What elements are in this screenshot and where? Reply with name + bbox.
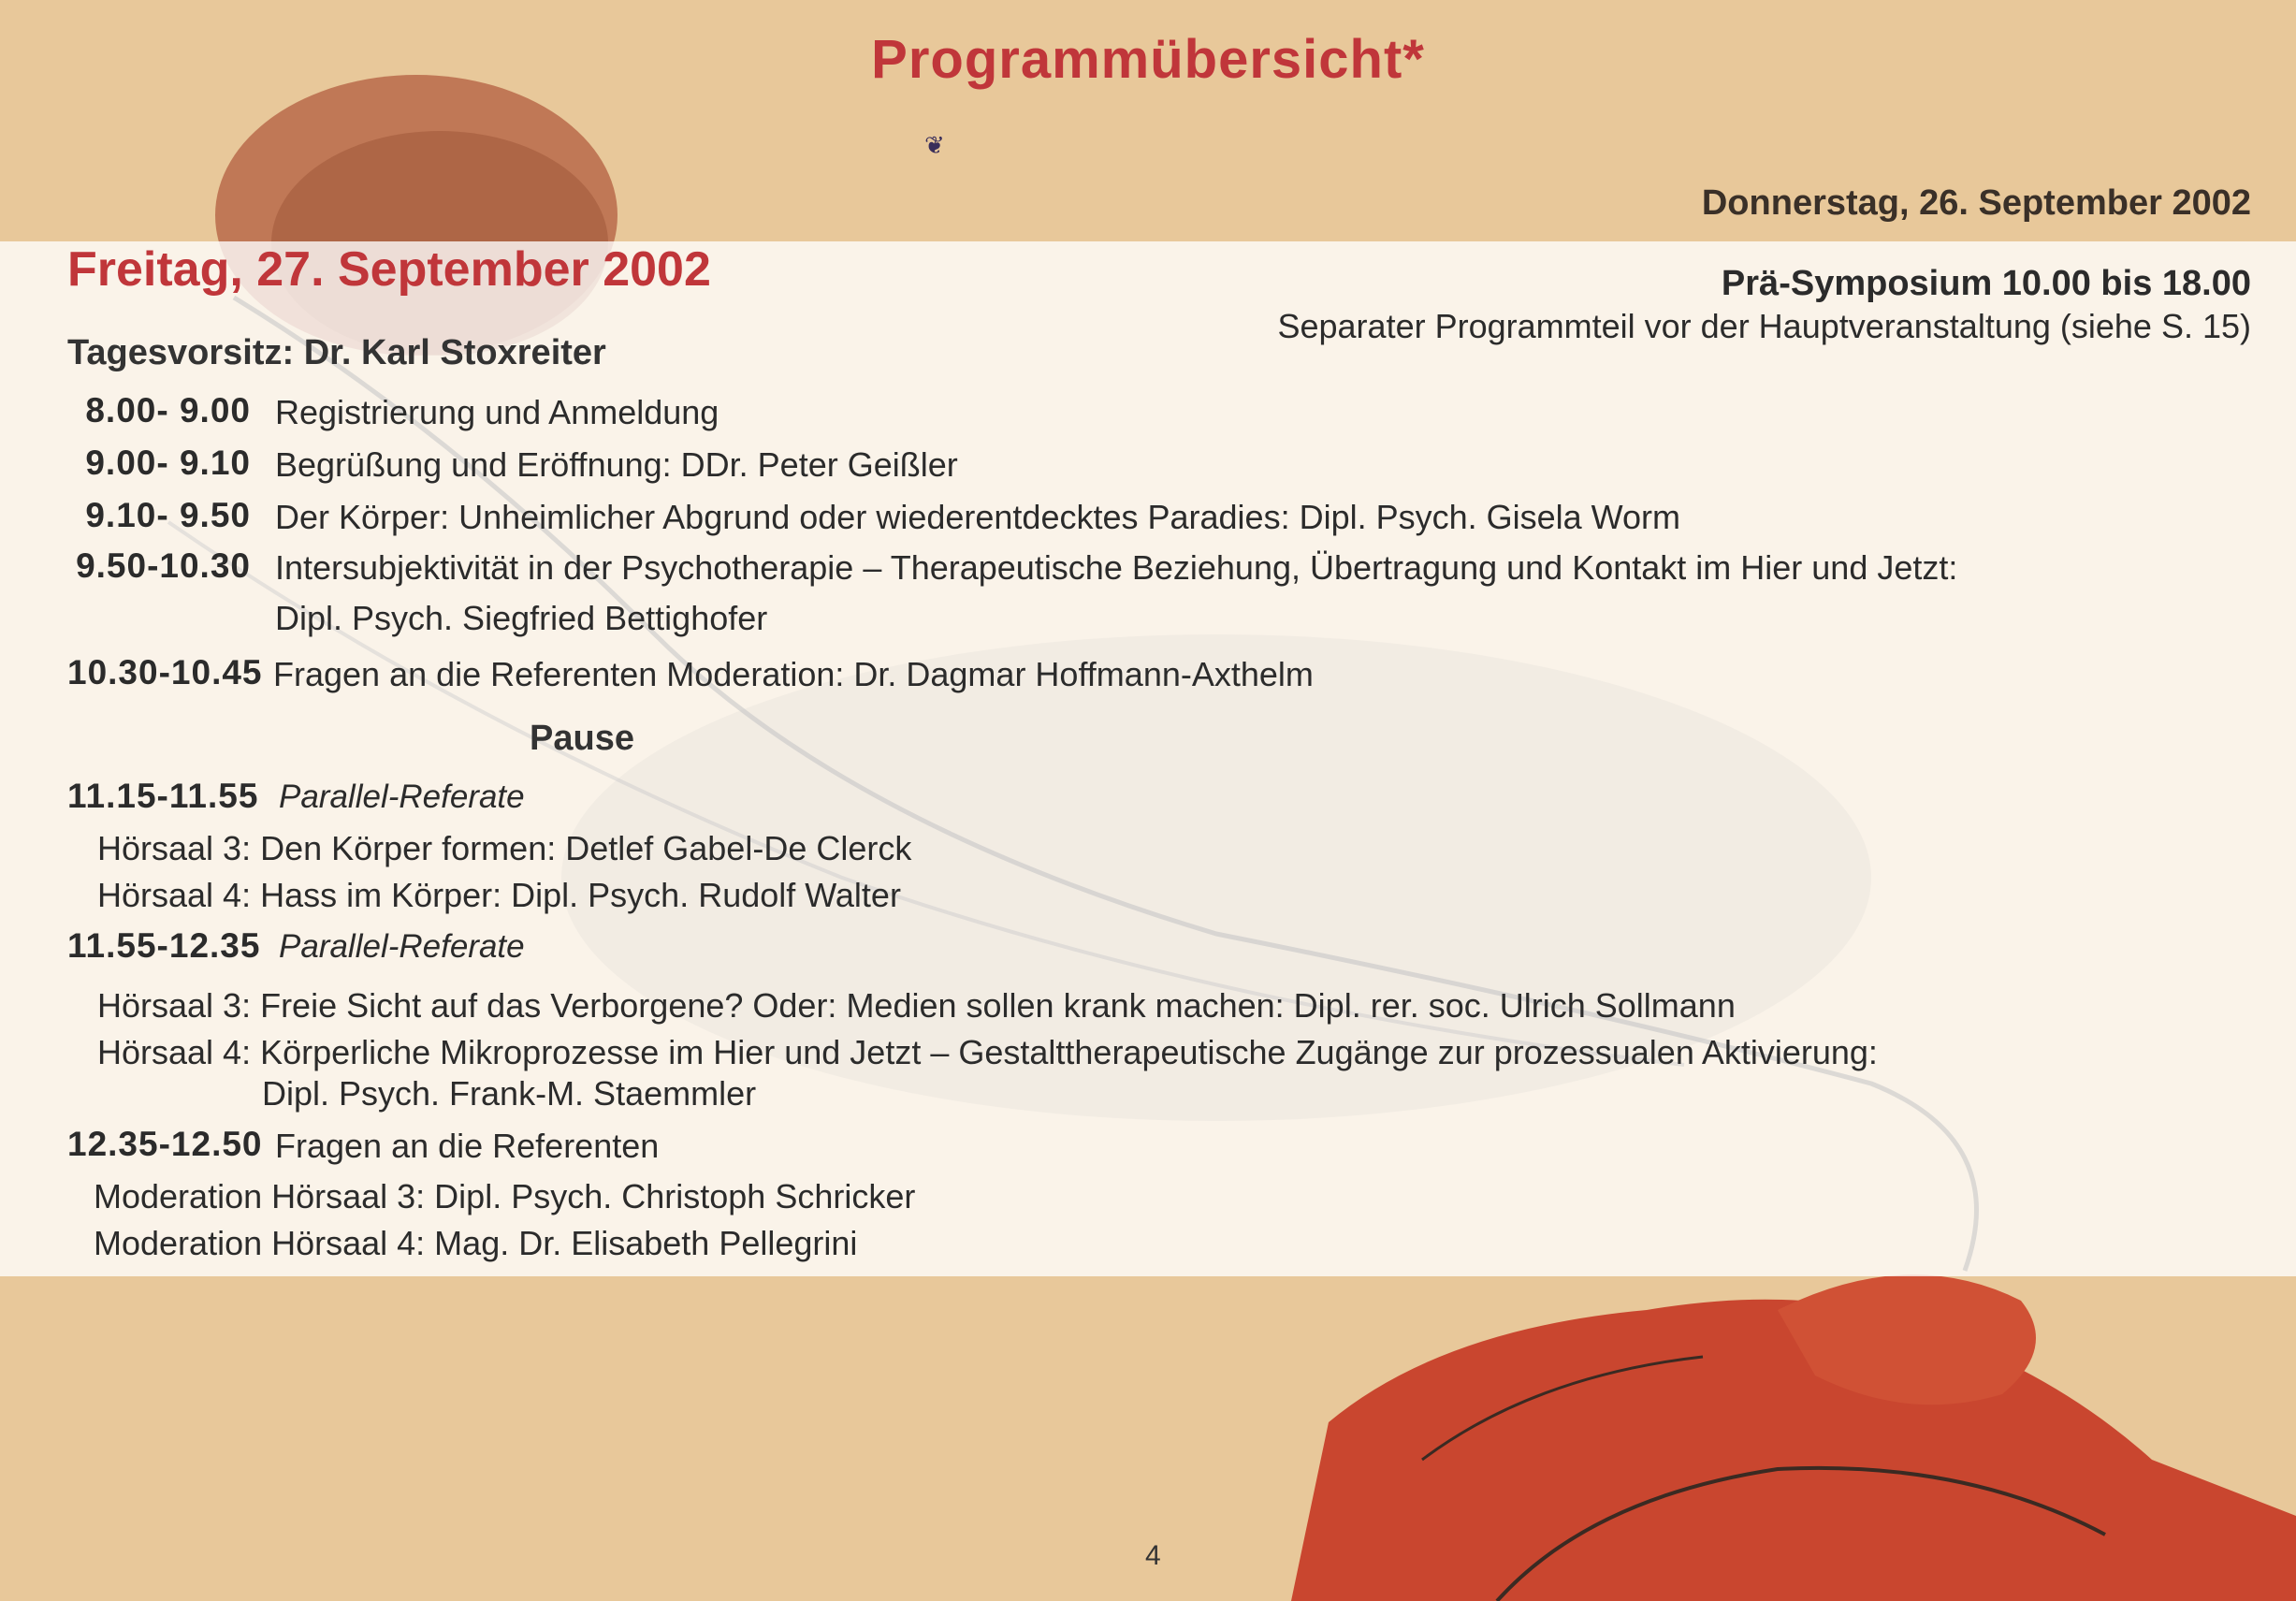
session-label: Parallel-Referate [279, 928, 525, 965]
pause-label: Pause [530, 719, 634, 758]
item-text: Registrierung und Anmeldung [275, 393, 719, 431]
item-time: 10.30-10.45 [67, 653, 263, 691]
item-time: 9.10- 9.50 [85, 496, 251, 534]
room-entry: Hörsaal 4: Körperliche Mikroprozesse im Hier und Jetzt – Gestalttherapeutische Zugänge zur prozessualen Aktivierung: [97, 1033, 1878, 1071]
room-entry-continued: Dipl. Psych. Frank-M. Staemmler [262, 1074, 757, 1113]
session-time: 12.35-12.50 [67, 1125, 263, 1163]
pre-symposium-time: Prä-Symposium 10.00 bis 18.00 [1721, 264, 2251, 303]
session-time: 11.55-12.35 [67, 926, 261, 965]
thursday-date: Donnerstag, 26. September 2002 [1701, 183, 2251, 223]
day-chair: Tagesvorsitz: Dr. Karl Stoxreiter [67, 333, 606, 372]
item-text-continued: Dipl. Psych. Siegfried Bettighofer [275, 599, 768, 637]
item-text: Der Körper: Unheimlicher Abgrund oder wiederentdecktes Paradies: Dipl. Psych. Gisela Worm [275, 498, 1680, 536]
room-entry: Hörsaal 4: Hass im Körper: Dipl. Psych. Rudolf Walter [97, 876, 901, 914]
session-time: 11.15-11.55 [67, 777, 259, 815]
item-time: 9.00- 9.10 [85, 444, 251, 482]
fleuron-icon: ❦ [924, 131, 945, 159]
pre-symposium-note: Separater Programmteil vor der Hauptveranstaltung (siehe S. 15) [1277, 307, 2251, 345]
moderation-entry: Moderation Hörsaal 4: Mag. Dr. Elisabeth Pellegrini [94, 1224, 858, 1262]
item-text: Intersubjektivität in der Psychotherapie – Therapeutische Beziehung, Übertragung und Kontakt im Hier und Jetzt: [275, 548, 1958, 587]
session-text: Fragen an die Referenten [275, 1127, 660, 1165]
item-time: 8.00- 9.00 [85, 391, 251, 429]
moderation-entry: Moderation Hörsaal 3: Dipl. Psych. Christoph Schricker [94, 1177, 916, 1215]
page-number: 4 [1145, 1540, 1161, 1571]
session-label: Parallel-Referate [279, 779, 525, 815]
friday-date: Freitag, 27. September 2002 [67, 242, 711, 297]
item-text: Fragen an die Referenten Moderation: Dr. Dagmar Hoffmann-Axthelm [273, 655, 1314, 693]
item-text: Begrüßung und Eröffnung: DDr. Peter Geißler [275, 445, 958, 484]
item-time: 9.50-10.30 [76, 546, 251, 585]
page-title: Programmübersicht* [871, 29, 1425, 90]
room-entry: Hörsaal 3: Den Körper formen: Detlef Gabel-De Clerck [97, 829, 912, 867]
room-entry: Hörsaal 3: Freie Sicht auf das Verborgene? Oder: Medien sollen krank machen: Dipl. rer. soc. Ulrich Sollmann [97, 986, 1736, 1025]
